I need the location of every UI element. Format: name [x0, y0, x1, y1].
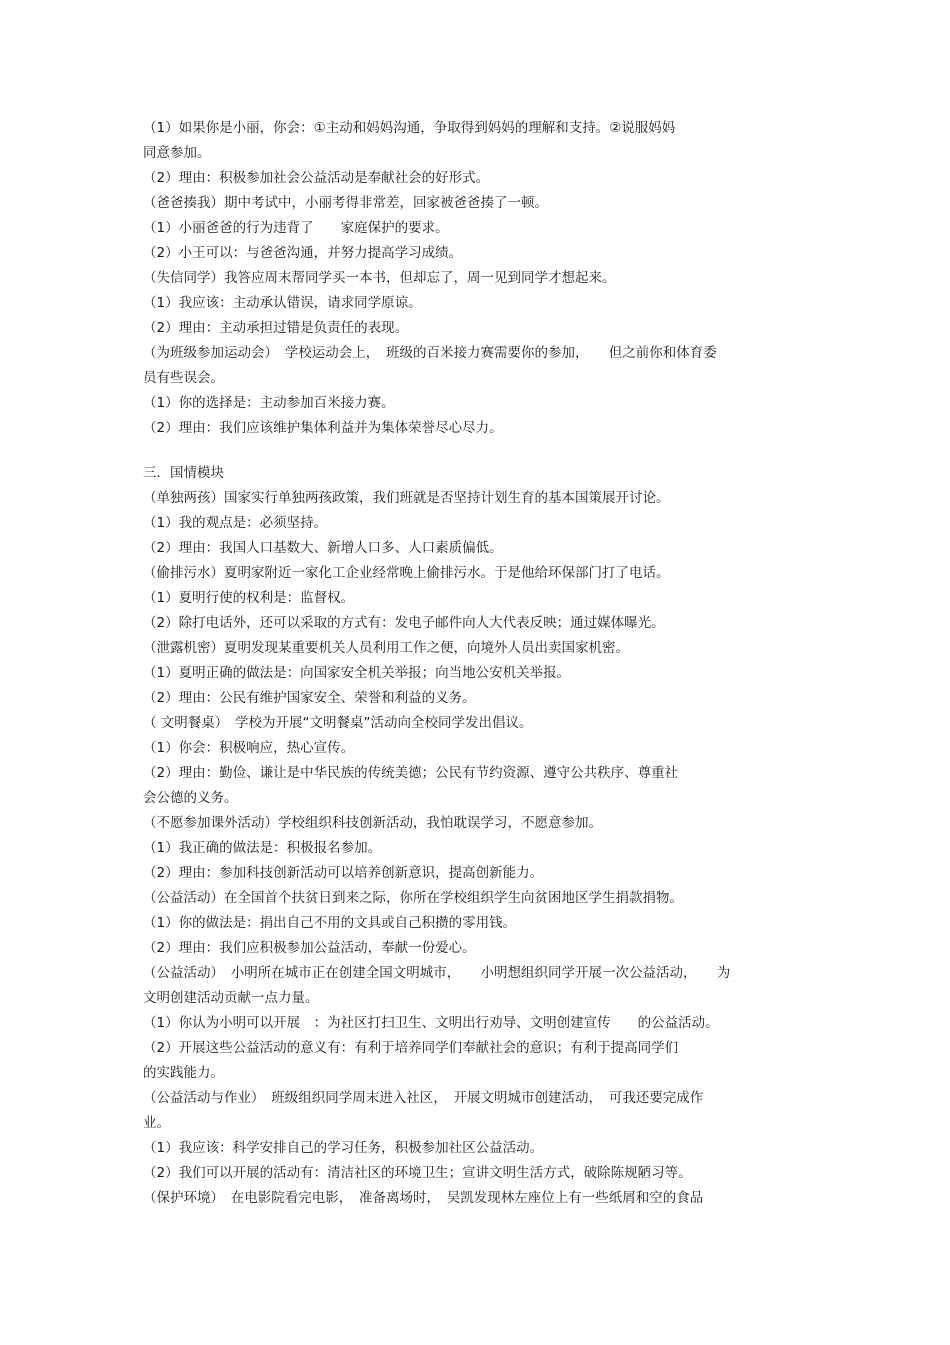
text-line: （2）理由：我们应积极参加公益活动，奉献一份爱心。: [143, 940, 476, 956]
text-line: （爸爸揍我）期中考试中，小丽考得非常差，回家被爸爸揍了一顿。: [143, 195, 548, 211]
text-line: （泄露机密）夏明发现某重要机关人员利用工作之便，向境外人员出卖国家机密。: [143, 640, 629, 656]
text-line: 同意参加。: [143, 145, 211, 161]
text-line: （公益活动） 小明所在城市正在创建全国文明城市， 小明想组织同学开展一次公益活动， 为: [143, 965, 731, 981]
text-line: （公益活动）在全国首个扶贫日到来之际，你所在学校组织学生向贫困地区学生捐款捐物。: [143, 890, 683, 906]
text-line: （2）理由：我们应该维护集体利益并为集体荣誉尽心尽力。: [143, 420, 503, 436]
text-line: 会公德的义务。: [143, 790, 238, 806]
text-line: （1）你的选择是：主动参加百米接力赛。: [143, 395, 395, 411]
section-heading: 三．国情模块: [143, 465, 224, 481]
text-line: （ 文明餐桌） 学校为开展“文明餐桌”活动向全校同学发出倡议。: [143, 715, 533, 731]
text-line: （1）夏明正确的做法是：向国家安全机关举报；向当地公安机关举报。: [143, 665, 571, 681]
text-line: （不愿参加课外活动）学校组织科技创新活动，我怕耽误学习，不愿意参加。: [143, 815, 602, 831]
section-gap: [143, 441, 815, 461]
text-line: （1）我的观点是：必须坚持。: [143, 515, 328, 531]
text-line: 业。: [143, 1115, 170, 1131]
text-line: （1）你会：积极响应，热心宣传。: [143, 740, 355, 756]
text-line: 员有些误会。: [143, 370, 224, 386]
text-line: （1）如果你是小丽，你会：①主动和妈妈沟通，争取得到妈妈的理解和支持。②说服妈妈: [143, 120, 676, 136]
section-family-school: [143, 116, 815, 441]
text-line: 文明创建活动贡献一点力量。: [143, 990, 319, 1006]
document-body: [143, 116, 815, 1211]
section-national-conditions: [143, 461, 815, 1211]
text-line: （保护环境） 在电影院看完电影， 准备离场时， 吴凯发现林左座位上有一些纸屑和空的食品: [143, 1190, 704, 1206]
text-line: （2）理由：积极参加社会公益活动是奉献社会的好形式。: [143, 170, 490, 186]
text-line: （1）我应该：科学安排自己的学习任务，积极参加社区公益活动。: [143, 1140, 544, 1156]
text-line: （公益活动与作业） 班级组织同学周末进入社区， 开展文明城市创建活动， 可我还要完成作: [143, 1090, 704, 1106]
text-line: （偷排污水）夏明家附近一家化工企业经常晚上偷排污水。于是他给环保部门打了电话。: [143, 565, 670, 581]
text-line: （1）你认为小明可以开展 ：为社区打扫卫生、文明出行劝导、文明创建宣传 的公益活动。: [143, 1015, 719, 1031]
text-line: （1）你的做法是：捐出自己不用的文具或自己积攒的零用钱。: [143, 915, 517, 931]
text-line: （2）我们可以开展的活动有：清洁社区的环境卫生；宣讲文明生活方式，破除陈规陋习等。: [143, 1165, 692, 1181]
text-line: （为班级参加运动会） 学校运动会上， 班级的百米接力赛需要你的参加， 但之前你和体育委: [143, 345, 717, 361]
text-line: （1）我正确的做法是：积极报名参加。: [143, 840, 382, 856]
text-line: 的实践能力。: [143, 1065, 224, 1081]
text-line: （1）我应该：主动承认错误，请求同学原谅。: [143, 295, 422, 311]
text-line: （2）小王可以：与爸爸沟通，并努力提高学习成绩。: [143, 245, 463, 261]
text-line: （1）夏明行使的权利是：监督权。: [143, 590, 355, 606]
text-line: （2）除打电话外，还可以采取的方式有：发电子邮件向人大代表反映；通过媒体曝光。: [143, 615, 665, 631]
text-line: （失信同学）我答应周末帮同学买一本书，但却忘了，周一见到同学才想起来。: [143, 270, 616, 286]
text-line: （2）理由：我国人口基数大、新增人口多、人口素质偏低。: [143, 540, 503, 556]
text-line: （2）理由：勤俭、谦让是中华民族的传统美德；公民有节约资源、遵守公共秩序、尊重社: [143, 765, 679, 781]
text-line: （2）理由：公民有维护国家安全、荣誉和利益的义务。: [143, 690, 476, 706]
text-line: （2）开展这些公益活动的意义有：有利于培养同学们奉献社会的意识；有利于提高同学们: [143, 1040, 679, 1056]
text-line: （单独两孩）国家实行单独两孩政策，我们班就是否坚持计划生育的基本国策展开讨论。: [143, 490, 670, 506]
text-line: （2）理由：主动承担过错是负责任的表现。: [143, 320, 409, 336]
text-line: （2）理由：参加科技创新活动可以培养创新意识，提高创新能力。: [143, 865, 544, 881]
text-line: （1）小丽爸爸的行为违背了 家庭保护的要求。: [143, 220, 449, 236]
